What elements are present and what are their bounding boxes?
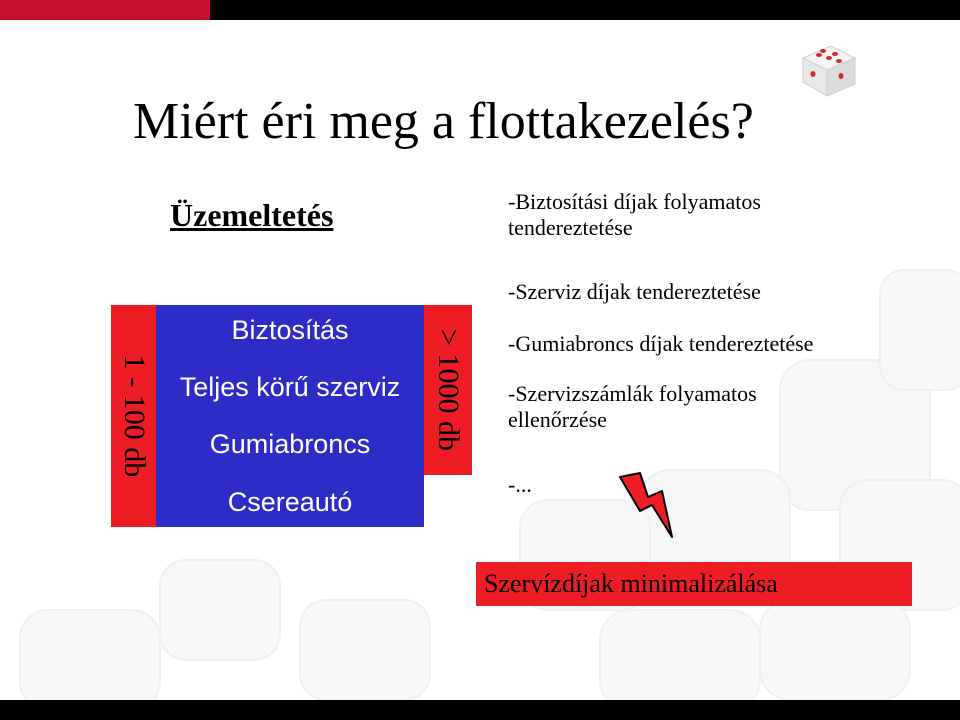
lightning-bolt-icon bbox=[614, 471, 676, 541]
range-small-label bbox=[111, 305, 156, 527]
bottom-bar bbox=[0, 700, 960, 720]
range-large-label bbox=[424, 305, 472, 475]
task-service-tender bbox=[508, 279, 761, 305]
category-insurance: Biztosítás bbox=[231, 315, 349, 345]
task-insurance-tender-line-1: -Biztosítási díjak folyamatos bbox=[508, 189, 761, 214]
category-box bbox=[156, 305, 424, 527]
task-tyre-tender-line-1: -Gumiabroncs díjak tendereztetése bbox=[508, 331, 814, 356]
task-invoice-check bbox=[508, 381, 757, 433]
task-invoice-check-line-2: ellenőrzése bbox=[508, 407, 607, 432]
category-tyres: Gumiabroncs bbox=[209, 429, 371, 459]
task-tyre-tender bbox=[508, 331, 813, 357]
section-heading: Üzemeltetés bbox=[170, 197, 334, 233]
range-large-text: > 1000 db bbox=[432, 329, 465, 451]
task-insurance-tender bbox=[508, 189, 761, 241]
category-replacement-car: Csereautó bbox=[227, 487, 353, 517]
task-more-line-1: -... bbox=[508, 472, 532, 497]
dice-icon bbox=[793, 40, 863, 100]
task-more bbox=[508, 472, 532, 498]
result-text: Szervízdíjak minimalizálása bbox=[484, 569, 778, 598]
task-insurance-tender-line-2: tendereztetése bbox=[508, 215, 633, 240]
result-banner bbox=[476, 562, 912, 606]
task-invoice-check-line-1: -Szervizszámlák folyamatos bbox=[508, 381, 757, 406]
task-service-tender-line-1: -Szerviz díjak tendereztetése bbox=[508, 279, 761, 304]
range-small-text: 1 - 100 db bbox=[117, 354, 151, 478]
category-full-service: Teljes körű szerviz bbox=[179, 372, 401, 402]
slide-title: Miért éri meg a flottakezelés? bbox=[133, 93, 754, 150]
